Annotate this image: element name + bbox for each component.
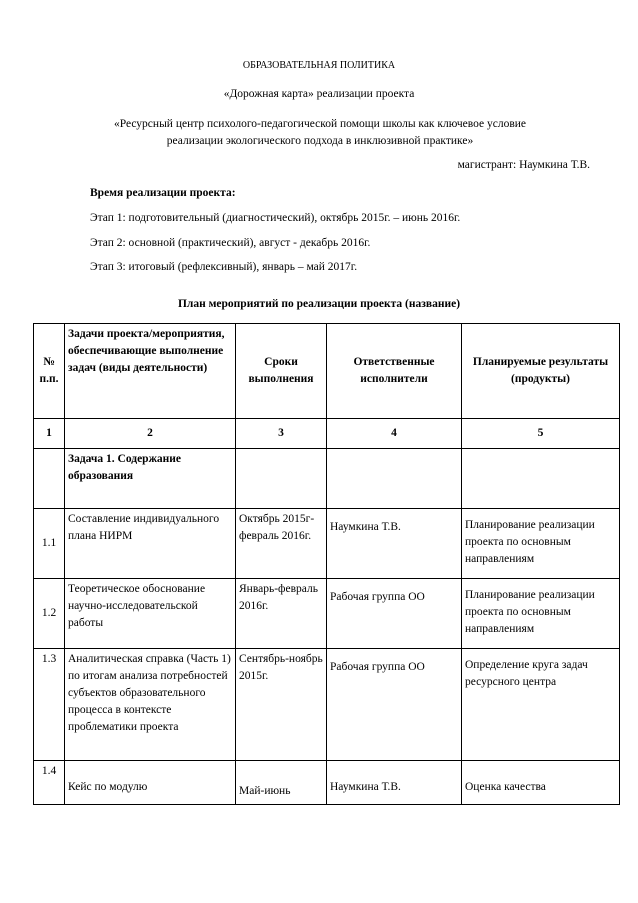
row-task: Аналитическая справка (Часть 1) по итогам анализа потребностей субъектов образовательного процесса в контексте проблематики проекта [65, 649, 236, 761]
roadmap-heading: «Дорожная карта» реализации проекта [223, 88, 415, 100]
header-executors: Ответственные исполнители [327, 324, 462, 419]
row-result: Планирование реализации проекта по основным направлениям [462, 579, 620, 649]
row-result: Определение круга задач ресурсного центра [462, 649, 620, 761]
table-caption: План мероприятий по реализации проекта (название) [177, 298, 461, 310]
table-row [34, 761, 620, 805]
row-executor: Рабочая группа ОО [327, 649, 462, 761]
row-result: Оценка качества [462, 761, 620, 805]
timeline-stage-3: Этап 3: итоговый (рефлексивный), январь – май 2017г. [90, 261, 358, 273]
row-task: Составление индивидуального плана НИРМ [65, 509, 236, 579]
row-num: 1.1 [34, 509, 65, 579]
row-term: Январь-февраль 2016г. [236, 579, 327, 649]
task-group-result [462, 449, 620, 509]
project-title-line-1: «Ресурсный центр психолого-педагогической помощи школы как ключевое условие [113, 118, 527, 130]
index-cell: 5 [462, 419, 620, 449]
row-num: 1.3 [34, 649, 65, 761]
table-header-row [34, 324, 620, 419]
plan-table [33, 323, 620, 805]
row-term: Май-июнь [236, 761, 327, 805]
index-cell: 2 [65, 419, 236, 449]
project-title-line-2: реализации экологического подхода в инклюзивной практике» [166, 135, 474, 147]
task-group-row [34, 449, 620, 509]
task-group-term [236, 449, 327, 509]
header-tasks: Задачи проекта/мероприятия, обеспечивающие выполнение задач (виды деятельности) [65, 324, 236, 419]
table-row [34, 579, 620, 649]
index-cell: 1 [34, 419, 65, 449]
header-num: № п.п. [34, 324, 65, 419]
timeline-stage-1: Этап 1: подготовительный (диагностический), октябрь 2015г. – июнь 2016г. [90, 212, 461, 224]
header-terms: Сроки выполнения [236, 324, 327, 419]
row-executor: Наумкина Т.В. [327, 509, 462, 579]
table-row [34, 649, 620, 761]
row-executor: Рабочая группа ОО [327, 579, 462, 649]
row-task: Теоретическое обоснование научно-исследовательской работы [65, 579, 236, 649]
task-group-title: Задача 1. Содержание образования [65, 449, 236, 509]
section-heading: ОБРАЗОВАТЕЛЬНАЯ ПОЛИТИКА [242, 60, 396, 71]
row-task: Кейс по модулю [65, 761, 236, 805]
row-num: 1.4 [34, 761, 65, 805]
author-line: магистрант: Наумкина Т.В. [457, 159, 590, 171]
row-term: Сентябрь-ноябрь 2015г. [236, 649, 327, 761]
task-group-num [34, 449, 65, 509]
project-title [80, 116, 560, 150]
row-result: Планирование реализации проекта по основным направлениям [462, 509, 620, 579]
header-results: Планируемые результаты (продукты) [462, 324, 620, 419]
table-row [34, 509, 620, 579]
timeline-title: Время реализации проекта: [90, 187, 236, 199]
row-executor: Наумкина Т.В. [327, 761, 462, 805]
task-group-executor [327, 449, 462, 509]
timeline-stage-2: Этап 2: основной (практический), август - декабрь 2016г. [90, 237, 371, 249]
row-num: 1.2 [34, 579, 65, 649]
index-cell: 3 [236, 419, 327, 449]
row-term: Октябрь 2015г-февраль 2016г. [236, 509, 327, 579]
index-cell: 4 [327, 419, 462, 449]
table-index-row [34, 419, 620, 449]
